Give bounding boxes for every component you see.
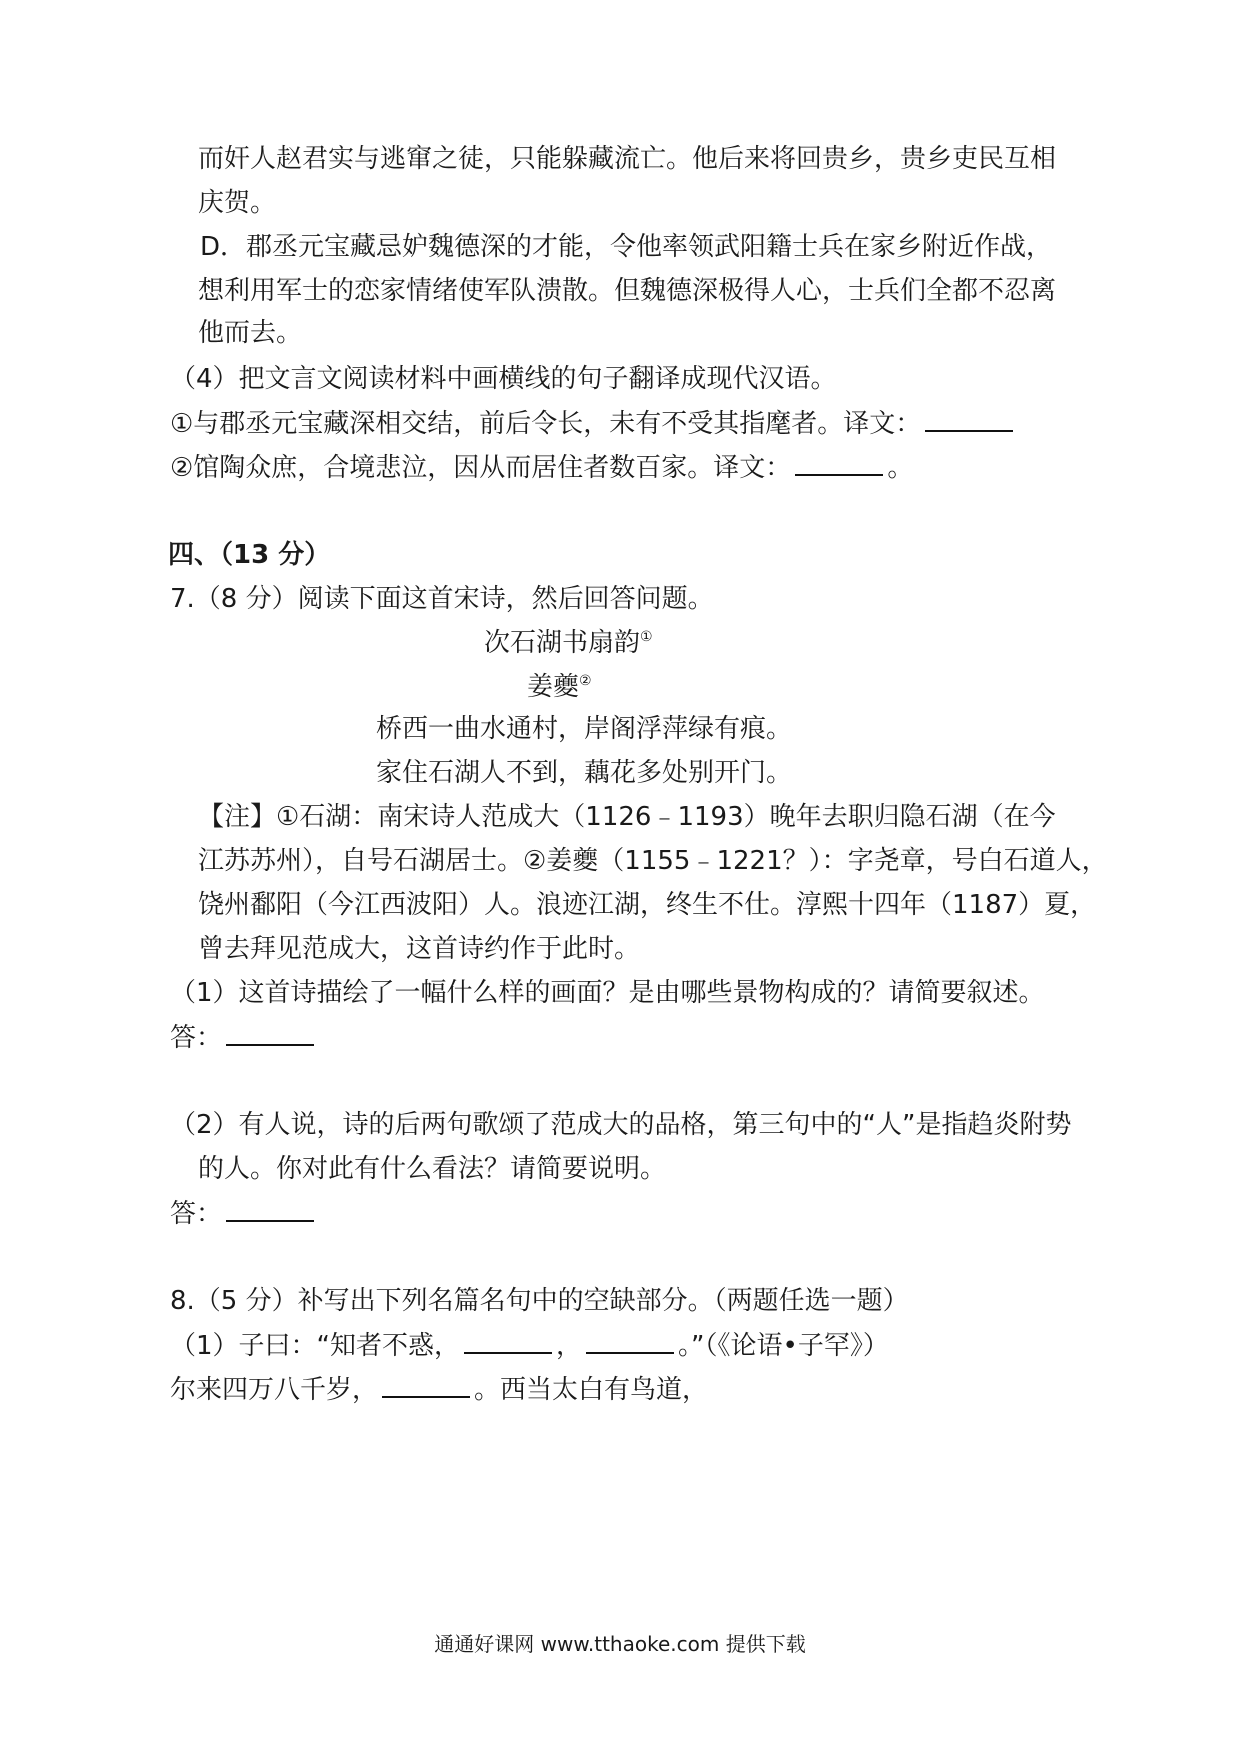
note-line-2: 江苏苏州），自号石湖居士。②姜夔（1155﹣1221？）：字尧章，号白石道人， [198,846,1108,876]
question-7-2-line-2: 的人。你对此有什么看法？请简要说明。 [198,1154,667,1184]
question-6-4-prompt: （4）把文言文阅读材料中画横线的句子翻译成现代汉语。 [170,364,837,394]
answer-label: 答： [170,1199,223,1229]
answer-blank[interactable] [382,1372,470,1398]
poem-line-2: 家住石湖人不到，藕花多处别开门。 [376,758,793,788]
q8-1-start: （1）子曰：“知者不惑， [170,1331,461,1361]
question-8-2 [170,1372,708,1407]
option-c-line-1: 而奸人赵君实与逃窜之徒，只能躲藏流亡。他后来将回贵乡，贵乡吏民互相 [198,144,1057,174]
page-footer: 通通好课网 www.tthaoke.com 提供下载 [434,1632,806,1656]
poem-author-text: 姜夔 [527,672,580,702]
answer-label: 答： [170,1023,223,1053]
answer-blank[interactable] [226,1196,314,1222]
option-d-line-3: 他而去。 [198,318,303,348]
translation-1 [170,406,1017,441]
q8-2-start: 尔来四万八千岁， [170,1375,379,1405]
q8-2-end: 。西当太白有鸟道， [474,1375,709,1405]
translation-1-text: ①与郡丞元宝藏深相交结，前后令长，未有不受其指麾者。译文： [170,409,922,439]
translation-2-text: ②馆陶众庶，合境悲泣，因从而居住者数百家。译文： [170,453,792,483]
poem-line-1: 桥西一曲水通村，岸阁浮萍绿有痕。 [376,714,793,744]
answer-blank[interactable] [925,406,1013,432]
q8-1-end: 。”（《论语•子罕》） [678,1331,889,1361]
option-d-line-2: 想利用军士的恋家情绪使军队溃散。但魏德深极得人心，士兵们全都不忍离 [198,276,1057,306]
answer-7-1 [170,1020,318,1055]
question-8-1 [170,1328,889,1363]
translation-2 [170,450,913,485]
poem-title [484,626,653,660]
question-7-2-line-1: （2）有人说，诗的后两句歌颂了范成大的品格，第三句中的“人”是指趋炎附势 [170,1110,1072,1140]
question-7-prompt: 7.（8 分）阅读下面这首宋诗，然后回答问题。 [170,584,714,614]
answer-blank[interactable] [226,1020,314,1046]
poem-title-note: ① [640,629,653,645]
answer-7-2 [170,1196,318,1231]
poem-title-text: 次石湖书扇韵 [484,628,641,658]
note-line-3: 饶州鄱阳（今江西波阳）人。浪迹江湖，终生不仕。淳熙十四年（1187）夏， [198,890,1097,920]
option-d-line-1: D．郡丞元宝藏忌妒魏德深的才能，令他率领武阳籍士兵在家乡附近作战， [200,232,1053,262]
option-c-line-2: 庆贺。 [198,188,277,218]
translation-2-end: 。 [887,453,914,483]
note-line-1: 【注】①石湖：南宋诗人范成大（1126﹣1193）晚年去职归隐石湖（在今 [198,802,1056,832]
section-4-title: 四、（13 分） [168,540,331,570]
q8-1-comma: ， [556,1331,583,1361]
question-8-prompt: 8.（5 分）补写出下列名篇名句中的空缺部分。（两题任选一题） [170,1286,909,1316]
poem-author [527,670,592,704]
answer-blank[interactable] [586,1328,674,1354]
question-7-1: （1）这首诗描绘了一幅什么样的画面？是由哪些景物构成的？请简要叙述。 [170,978,1045,1008]
answer-blank[interactable] [464,1328,552,1354]
poem-author-note: ② [579,673,592,689]
note-line-4: 曾去拜见范成大，这首诗约作于此时。 [198,934,641,964]
answer-blank[interactable] [795,450,883,476]
